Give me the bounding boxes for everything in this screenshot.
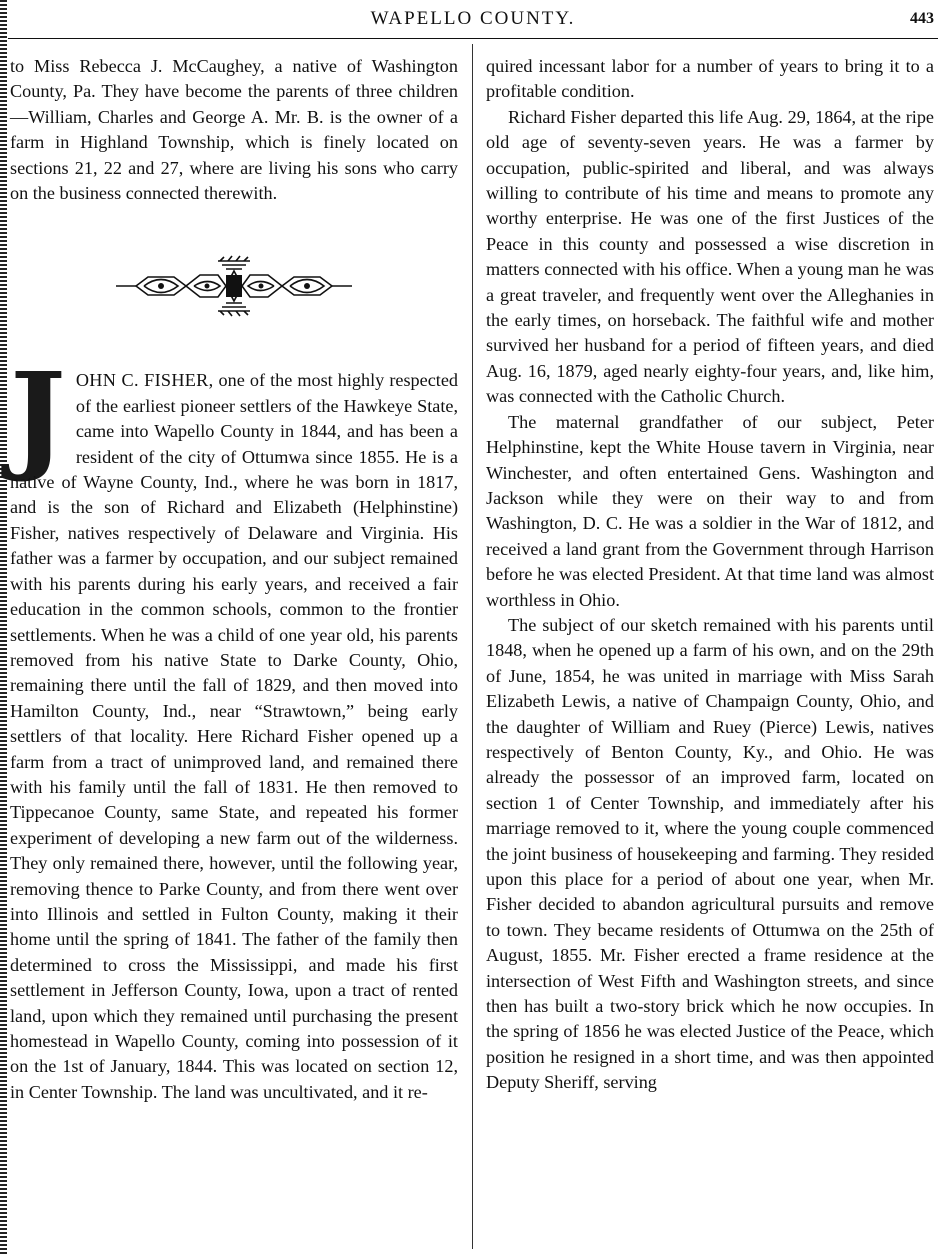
marriage-paragraph: The subject of our sketch remained with his parents until 1848, when he opened up a farm of his own, and on the 29th of June, 1854, he was united in marriage with Miss Sarah Elizabeth Lewis, a native of Champaign County, Ohio, and the daughter of William and Ruey (Pierce) Lewis, natives respectively of Benton County, Ky., and Ohio. He was already the possessor of an improved farm, located on section 1 of Center Township, and immediately after his marriage removed to it, where the young couple commenced the joint business of housekeeping and farming. They resided upon this place for a period of about one year, when Mr. Fisher decided to abandon agricultural pursuits and remove to town. They became residents of Ottumwa on the 25th of August, 1855. Mr. Fisher erected a frame residence at the intersection of West Fifth and Washington streets, and since then has built a two-story brick which he now occupies. In the spring of 1856 he was elected Justice of the Peace, which position he resigned in a short time, and was then appointed Deputy Sheriff, serving (486, 614, 934, 1093)
continued-paragraph: quired incessant labor for a number of years to bring it to a profitable condition. (486, 56, 934, 102)
column-divider (472, 44, 473, 1249)
page-header (0, 6, 946, 36)
right-column (486, 54, 934, 1096)
intro-paragraph: to Miss Rebecca J. McCaughey, a native of Washington County, Pa. They have become the parents of three children—William, Charles and George A. Mr. B. is the owner of a farm in Highland Township, which is finely located on sections 21, 22 and 27, where are living his sons who carry on the business connected therewith. (10, 56, 458, 204)
left-column (10, 54, 458, 1105)
page-number: 443 (910, 10, 934, 27)
dropcap-j: J (10, 346, 66, 486)
biography-lead: OHN C. FISHER, (75, 370, 214, 391)
grandfather-paragraph: The maternal grandfather of our subject, Peter Helphinstine, kept the White House tavern in Virginia, near Winchester, and often entertained Gens. Washington and Jackson while they were on their way to and from Washington, D. C. He was a soldier in the War of 1812, and received a land grant from the Government through Harrison before he was elected President. At that time land was almost worthless in Ohio. (486, 411, 934, 610)
father-paragraph: Richard Fisher departed this life Aug. 29, 1864, at the ripe old age of seventy-seven years. He was a farmer by occupation, public-spirited and liberal, and was always willing to contribute of his time and means to promote any worthy enterprise. He was one of the first Justices of the Peace in this county and possessed a wise discretion in matters connected with his office. When a young man he was a great traveler, and frequently went over the Alleghanies in the early times, on horseback. The faithful wife and mother survived her husband for a period of fifteen years, and died Aug. 16, 1879, aged nearly eighty-four years, and, like him, was connected with the Catholic Church. (486, 106, 934, 407)
decorative-scroll-ornament-icon (114, 253, 354, 319)
header-rule (8, 38, 938, 39)
running-head: WAPELLO COUNTY. (370, 8, 576, 29)
biography-text: one of the most highly respected of the earliest pioneer settlers of the Hawkeye State, came into Wapello County in 1844, and has been a resident of the city of Ottumwa since 1855. He is a native of Wayne County, Ind., where he was born in 1817, and is the son of Richard and Elizabeth (Helphinstine) Fisher, natives respectively of Delaware and Virginia. His father was a farmer by occupation, and our subject remained with his parents during his early years, and received a fair education in the common schools, common to the frontier settlements. When he was a child of one year old, his parents removed from his native State to Darke County, Ohio, remaining there until the fall of 1829, and then moved into Hamilton County, Ind., near “Strawtown,” being early settlers of that locality. Here Richard Fisher opened up a farm from a tract of unimproved land, and remained there with his family until the fall of 1831. He then removed to Tippecanoe County, same State, and repeated his former experiment of developing a new farm out of the wilderness. They only remained there, however, until the following year, removing thence to Parke County, and from there went over into Illinois and settled in Fulton County, making it their home until the spring of 1841. The father of the family then determined to cross the Mississippi, and made his first settlement in Jefferson County, Iowa, upon a tract of rented land, upon which they remained until purchasing the present homestead in Wapello County, coming into possession of it on the 1st of January, 1844. This was located on section 12, in Center Township. The land was uncultivated, and it re- (10, 370, 458, 1102)
fisher-biography (10, 346, 458, 1105)
binding-edge (0, 0, 7, 1256)
ornament (10, 250, 458, 322)
